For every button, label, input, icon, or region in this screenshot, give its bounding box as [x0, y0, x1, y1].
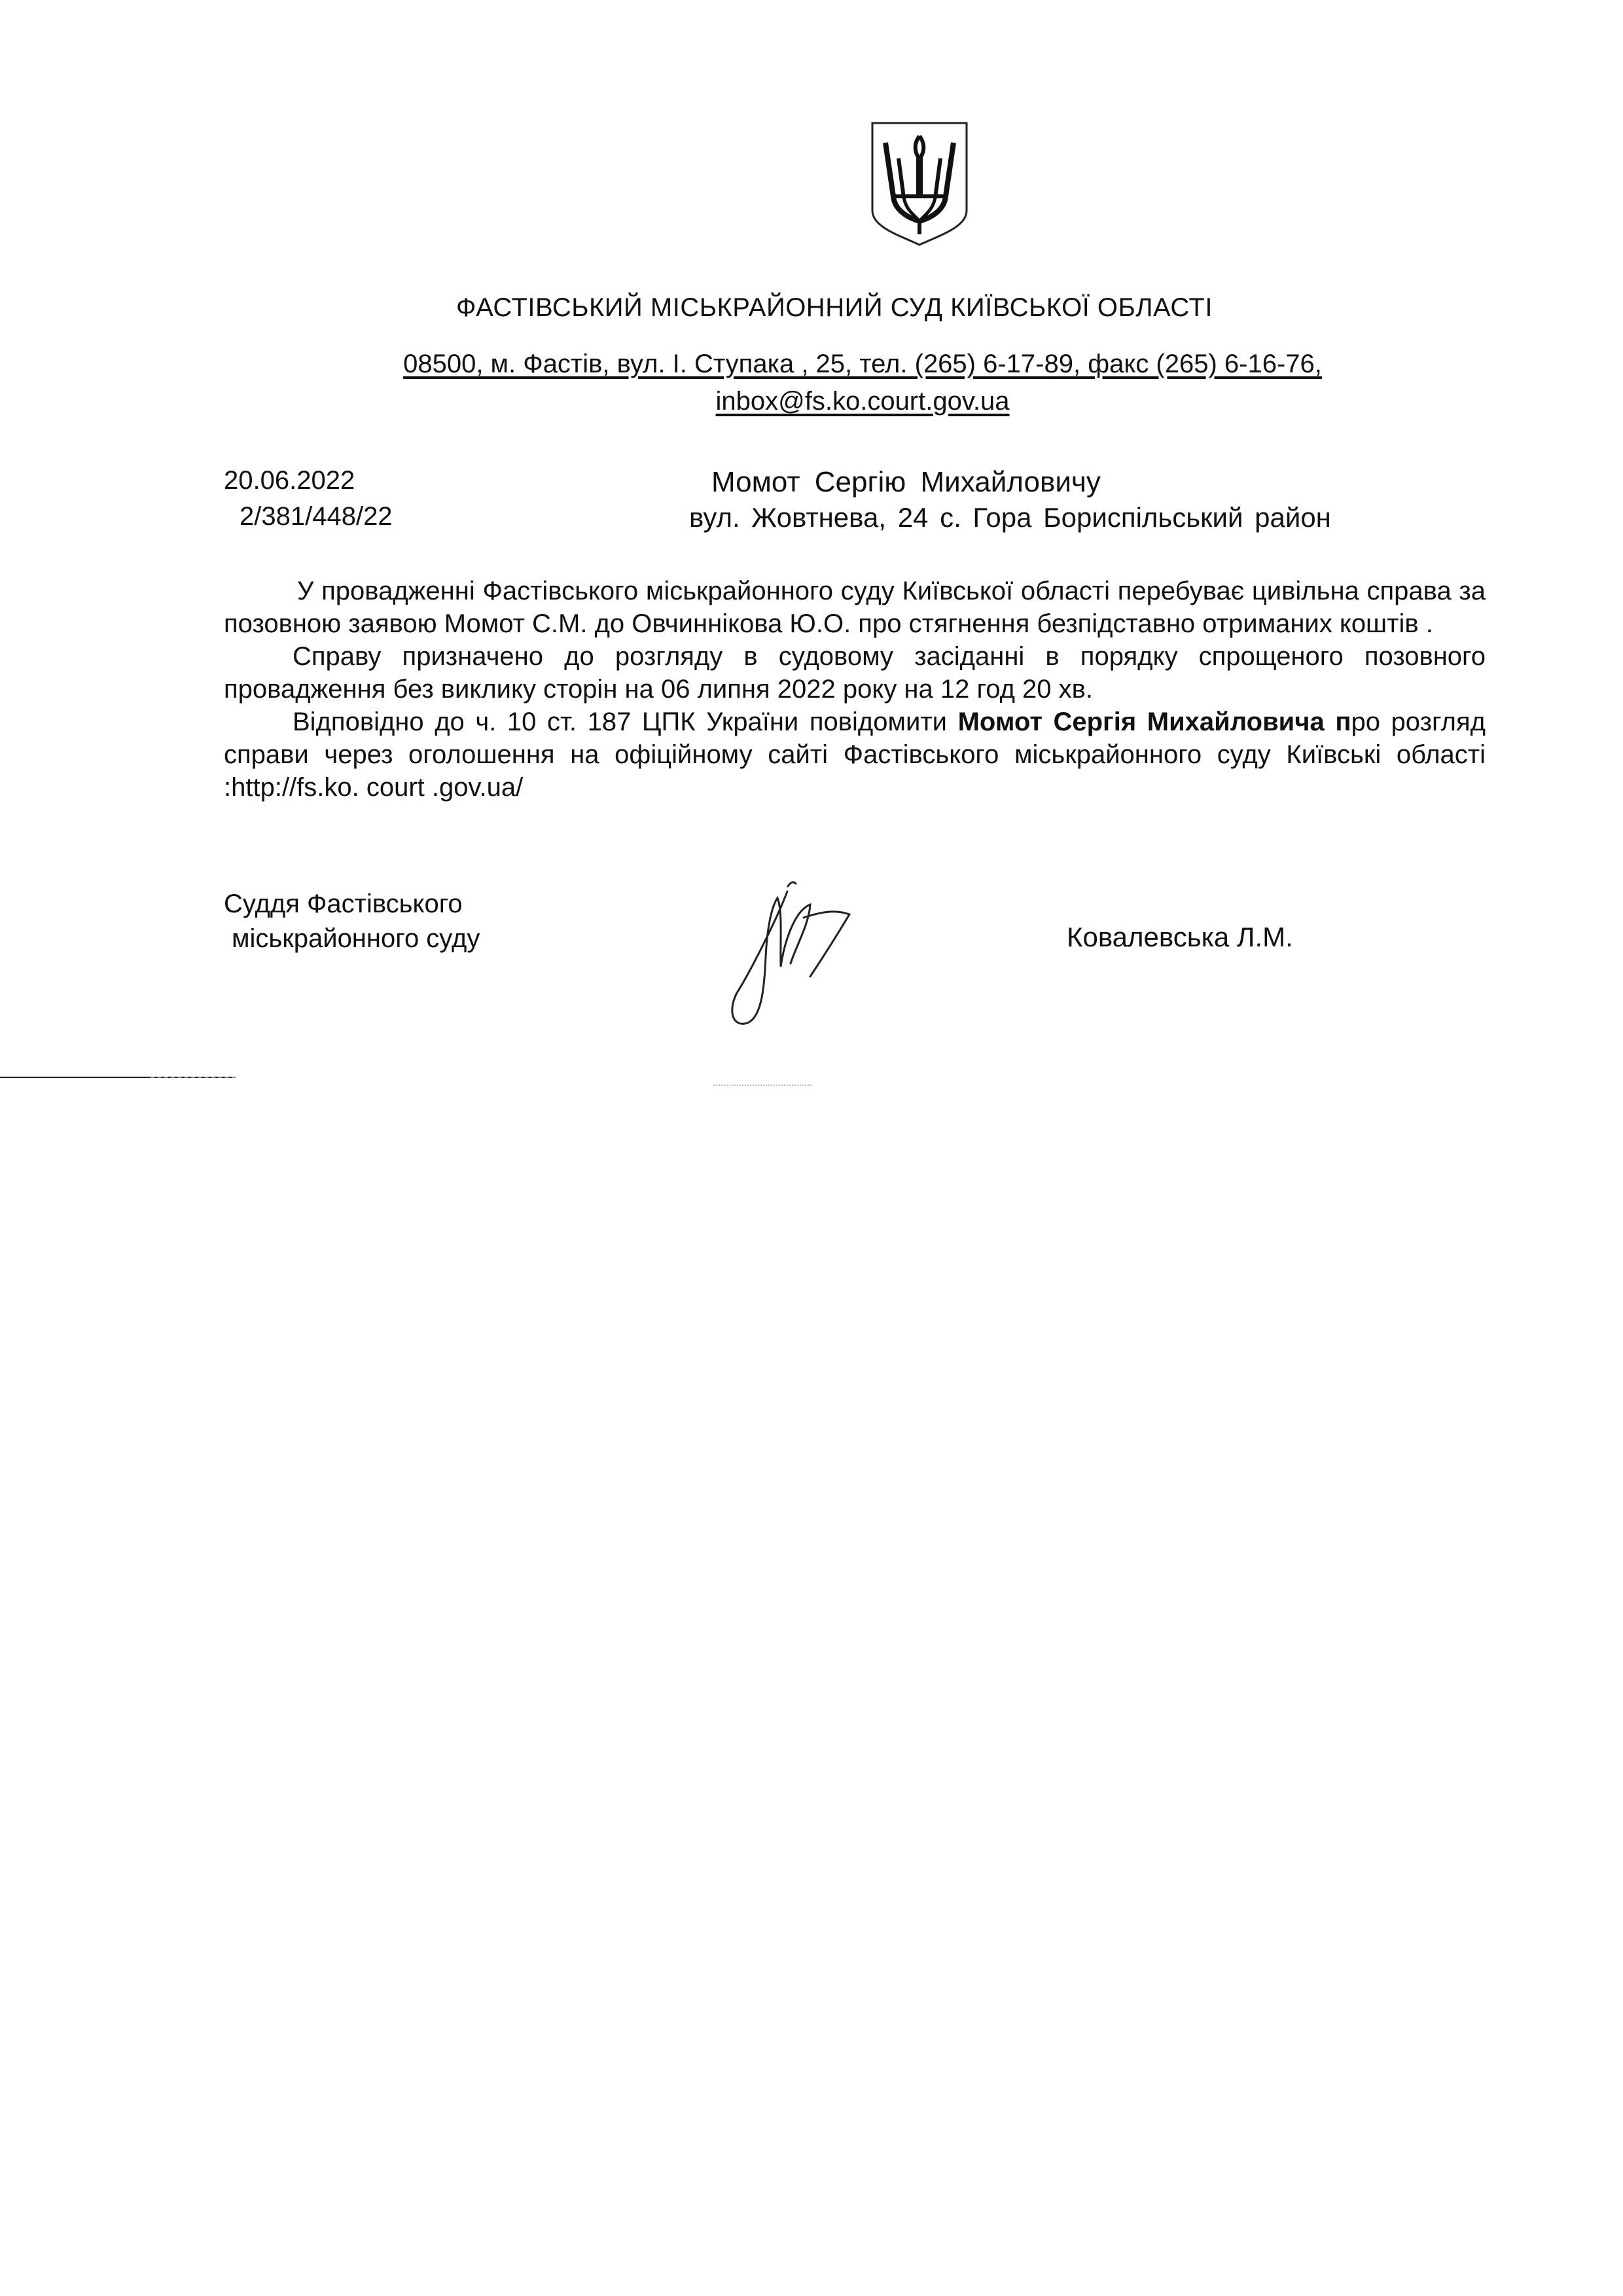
body-paragraph-case: У провадженні Фастівського міськрайонного суду Київської області перебуває цивільна справа за позовною заявою Момот С.М. до Овчиннікова Ю.О. про стягнення безпідставно отриманих коштів .: [224, 577, 1486, 638]
scan-artifact-dash: [151, 1077, 236, 1078]
notified-person-name: Момот Сергія Михайловича: [957, 708, 1325, 736]
judge-title: [224, 887, 480, 956]
body-paragraph-notice: [224, 706, 1486, 804]
judge-title-line1: Суддя Фастівського: [224, 889, 463, 918]
recipient-name: Момот Сергію Михайловичу: [711, 466, 1101, 498]
court-address: [326, 346, 1399, 420]
case-reference-number: 2/381/448/22: [240, 502, 393, 531]
judge-name: Ковалевська Л.М.: [1067, 922, 1293, 952]
notice-bold-prefix: п: [1335, 708, 1351, 736]
letter-body: [224, 575, 1486, 804]
scan-artifact-dots: [713, 1085, 812, 1086]
notice-text-start: Відповідно до ч. 10 ст. 187 ЦПК України повідомити: [293, 708, 958, 736]
court-name-heading: ФАСТІВСЬКИЙ МІСЬКРАЙОННИЙ СУД КИЇВСЬКОЇ ОБЛАСТІ: [456, 293, 1213, 322]
body-paragraph-hearing: Справу призначено до розгляду в судовому засіданні в порядку спрощеного позовного провадження без виклику сторін на 06 липня 2022 року на 12 год 20 хв.: [224, 642, 1486, 704]
handwritten-signature-icon: [725, 878, 869, 1029]
notice-text-end: ро розгляд справи через оголошення на офіційному сайті Фастівського міськрайонного суду Київські області :http://fs.ko. court .gov.ua/: [224, 708, 1486, 802]
recipient-address: вул. Жовтнева, 24 с. Гора Бориспільський район: [689, 502, 1331, 533]
trident-coat-of-arms-icon: [867, 119, 972, 247]
judge-title-line2: міськрайонного суду: [232, 924, 480, 953]
court-address-line: 08500, м. Фастів, вул. І. Ступака , 25, тел. (265) 6-17-89, факс (265) 6-16-76,: [403, 350, 1322, 378]
court-email-link[interactable]: inbox@fs.ko.court.gov.ua: [715, 387, 1010, 416]
letter-date: 20.06.2022: [224, 466, 355, 495]
